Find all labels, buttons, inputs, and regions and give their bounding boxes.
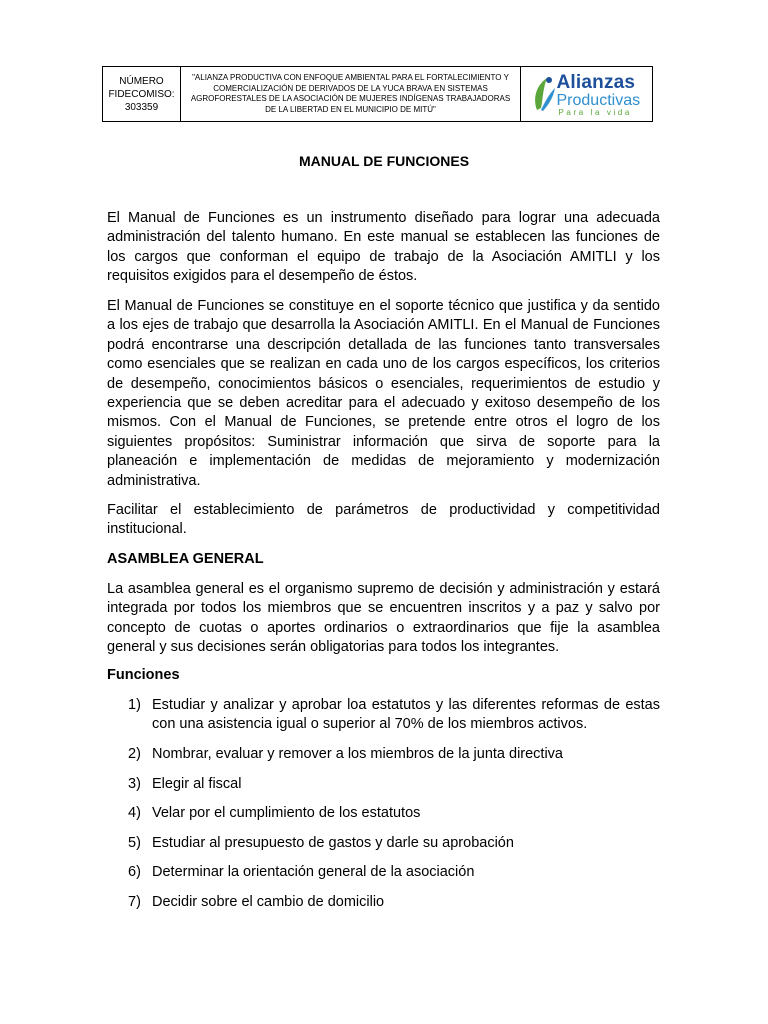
fideicomiso-cell [103, 67, 181, 121]
document-title: MANUAL DE FUNCIONES [298, 153, 470, 169]
list-number: 4) [128, 805, 141, 821]
logo-cell [521, 67, 652, 121]
list-item [128, 775, 660, 794]
list-item [128, 834, 660, 853]
list-number: 5) [128, 835, 141, 851]
fideicomiso-label: FIDECOMISO: [108, 88, 175, 100]
number-label: NÚMERO [119, 75, 164, 87]
list-text: Estudiar y analizar y aprobar loa estatutos y las diferentes reformas de estas con una asistencia igual o superior al 70% de los miembros activos. [152, 697, 660, 733]
list-text: Elegir al fiscal [152, 776, 242, 792]
logo-word-productivas: Productivas [556, 92, 641, 109]
list-item [128, 745, 660, 764]
list-text: Nombrar, evaluar y remover a los miembros de la junta directiva [152, 746, 563, 762]
intro-paragraph-3: Facilitar el establecimiento de parámetros de productividad y competitividad institucional. [107, 502, 660, 538]
list-number: 7) [128, 894, 141, 910]
asamblea-paragraph: La asamblea general es el organismo supremo de decisión y administración y estará integrada por todos los miembros que se encuentren inscritos y a paz y salvo por concepto de cuotas o aportes ordinarios o extraordinarios que fije la asamblea general y sus decisiones serán obligatorias para todos los integrantes. [107, 581, 660, 656]
header-table [102, 66, 653, 122]
intro-paragraph-1: El Manual de Funciones es un instrumento diseñado para lograr una adecuada administración del talento humano. En este manual se establecen las funciones de los cargos que conforman el equipo de trabajo de la Asociación AMITLI y los requisitos exigidos para el desempeño de éstos. [107, 210, 660, 285]
fideicomiso-number: 303359 [124, 101, 159, 113]
list-item [128, 696, 660, 735]
list-number: 2) [128, 746, 141, 762]
project-title-cell [181, 67, 521, 121]
project-title: "ALIANZA PRODUCTIVA CON ENFOQUE AMBIENTAL PARA EL FORTALECIMIENTO Y COMERCIALIZACIÓN DE DERIVADOS DE LA YUCA BRAVA EN SISTEMAS AGROFORESTALES DE LA ASOCIACIÓN DE MUJERES INDÍGENAS TRABAJADORAS DE LA LIBERTAD EN EL MUNICIPIO DE MITÚ" [190, 73, 511, 114]
list-number: 3) [128, 776, 141, 792]
list-text: Estudiar al presupuesto de gastos y darle su aprobación [152, 835, 514, 851]
logo-tagline: Para la vida [558, 108, 632, 117]
list-text: Determinar la orientación general de la asociación [152, 864, 475, 880]
list-text: Decidir sobre el cambio de domicilio [152, 894, 385, 910]
list-number: 1) [128, 697, 141, 713]
leaf-icon [531, 74, 557, 114]
list-item [128, 863, 660, 882]
list-item [128, 804, 660, 823]
intro-paragraph-2: El Manual de Funciones se constituye en el soporte técnico que justifica y da sentido a los ejes de trabajo que desarrolla la Asociación AMITLI. En el Manual de Funciones podrá encontrarse una descripción detallada de las funciones tanto transversales como esenciales que se realizan en cada uno de los cargos específicos, los criterios de desempeño, conocimientos básicos o esenciales, requerimientos de estudio y experiencia que se deben acreditar para el adecuado y exitoso desempeño de los mismos. Con el Manual de Funciones, se pretende entre otros el logro de los siguientes propósitos: Suministrar información que sirva de soporte para la planeación e implementación de medidas de mejoramiento y modernización administrativa. [107, 298, 660, 489]
list-text: Velar por el cumplimiento de los estatutos [152, 805, 421, 821]
functions-heading: Funciones [107, 667, 180, 683]
list-item [128, 893, 660, 912]
section-heading: ASAMBLEA GENERAL [107, 551, 264, 567]
list-number: 6) [128, 864, 141, 880]
alianzas-productivas-logo [531, 70, 643, 118]
logo-word-alianzas: Alianzas [556, 72, 636, 93]
